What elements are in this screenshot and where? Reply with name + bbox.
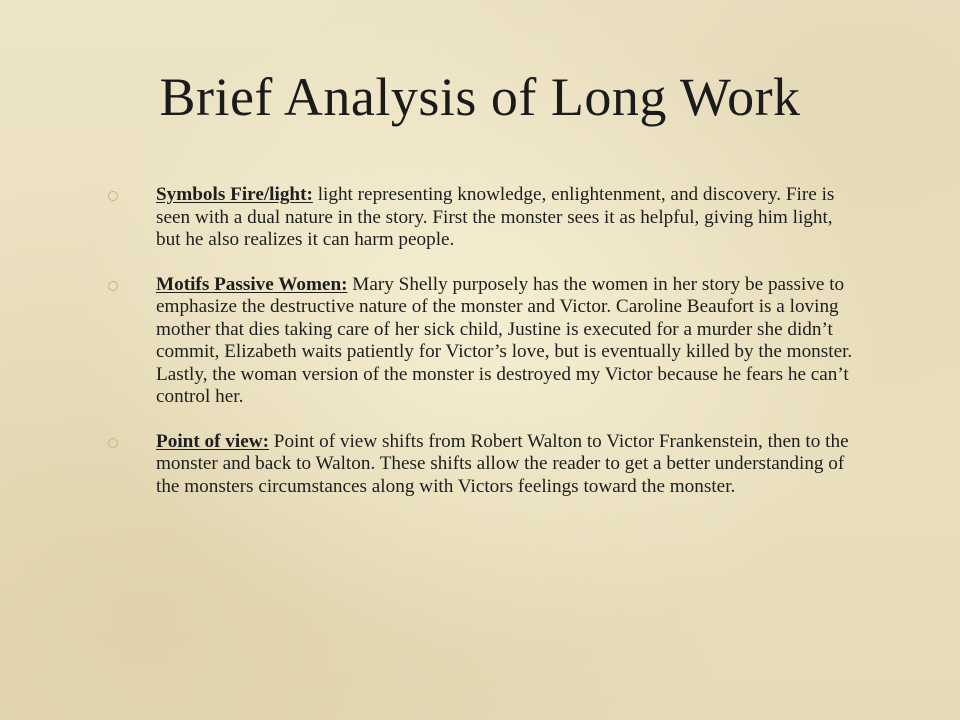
slide-title: Brief Analysis of Long Work: [159, 67, 801, 127]
bullet-list: [106, 184, 856, 520]
hollow-circle-bullet-icon: [108, 438, 118, 448]
bullet-item-symbols: [106, 184, 856, 252]
bullet-heading: Symbols Fire/light:: [156, 184, 313, 205]
bullet-text: light representing knowledge, enlightenment, and discovery. Fire is seen with a dual nature in the story. First the monster sees it as helpful, giving him light, but he also realizes it can harm people.: [156, 184, 835, 250]
bullet-text: Mary Shelly purposely has the women in her story be passive to emphasize the destructive nature of the monster and Victor. Caroline Beaufort is a loving mother that dies taking care of her sick child, Justine is executed for a murder she didn’t commit, Elizabeth waits patiently for Victor’s love, but is eventually killed by the monster. Lastly, the woman version of the monster is destroyed my Victor because he fears he can’t control her.: [156, 273, 853, 407]
bullet-item-point-of-view: [106, 431, 856, 499]
bullet-heading: Motifs Passive Women:: [156, 273, 348, 295]
bullet-heading: Point of view:: [156, 430, 269, 452]
bullet-text: Point of view shifts from Robert Walton to Victor Frankenstein, then to the monster and back to Walton. These shifts allow the reader to get a better understanding of the monsters circumstances along with Victors feelings toward the monster.: [156, 430, 849, 497]
hollow-circle-bullet-icon: [108, 281, 118, 291]
hollow-circle-bullet-icon: [108, 191, 118, 201]
bullet-item-motifs: [106, 274, 856, 409]
